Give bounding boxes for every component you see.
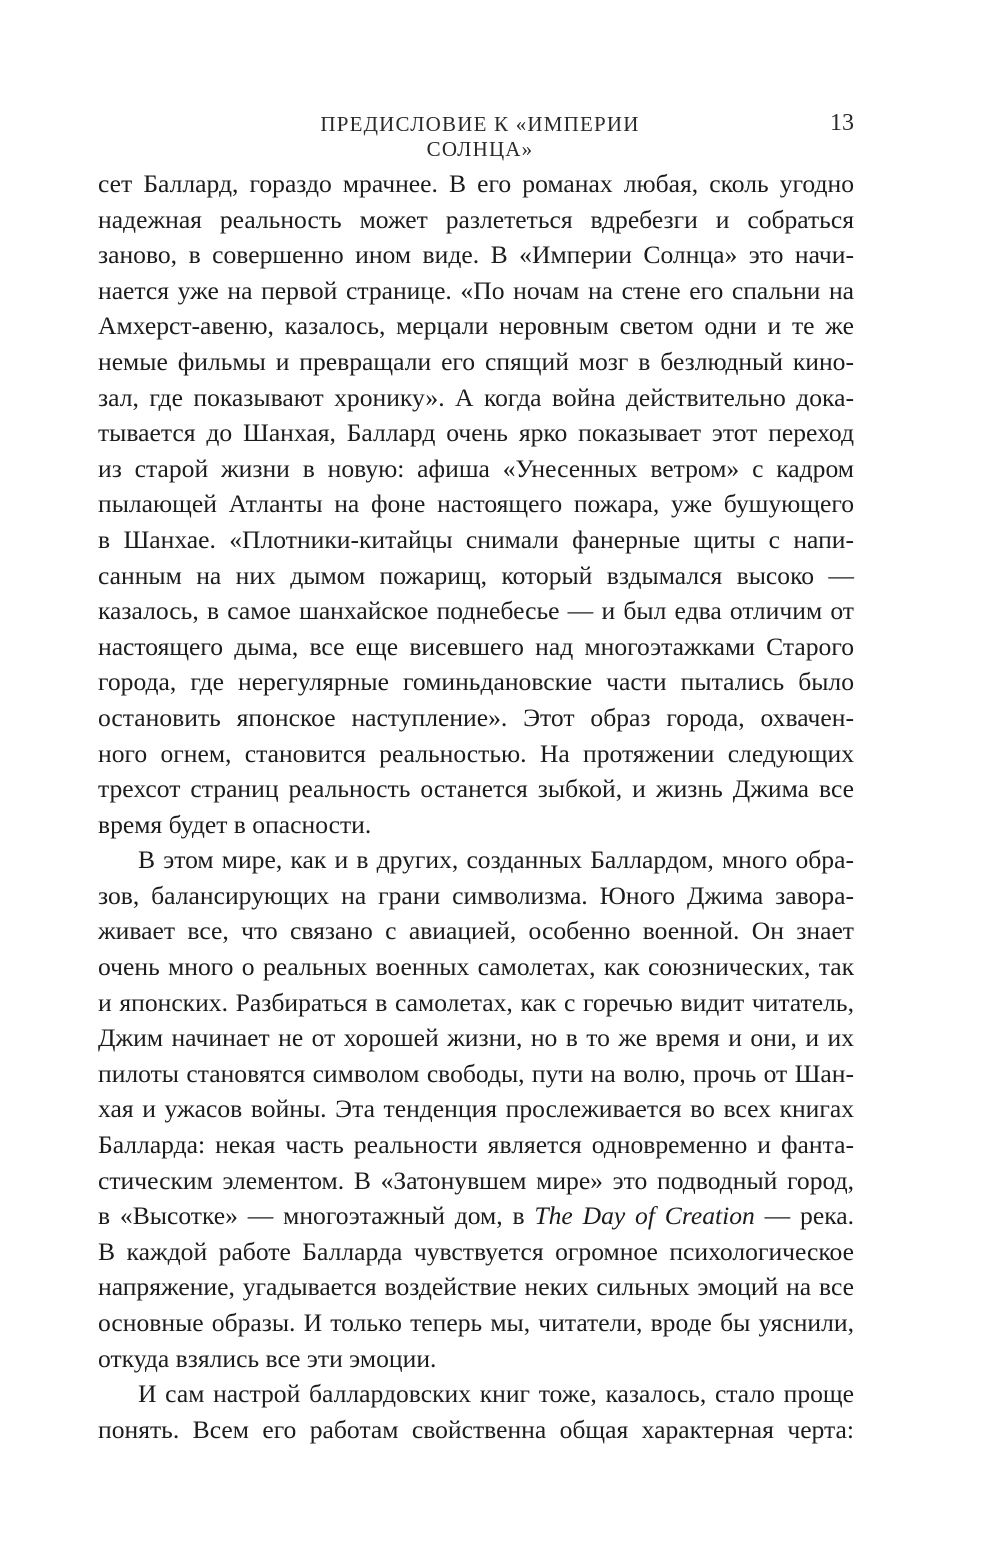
paragraph-1 bbox=[98, 166, 854, 842]
text-line: очень много о реальных военных самолетах, как союзнических, так bbox=[98, 952, 854, 982]
running-title: ПРЕДИСЛОВИЕ К «ИМПЕРИИ СОЛНЦА» bbox=[320, 112, 640, 161]
text-line: время будет в опасности. bbox=[98, 809, 372, 839]
text-line: остановить японское наступление». Этот образ города, охвачен- bbox=[98, 702, 854, 732]
text-line: зов, балансирующих на грани символизма. Юного Джима завора- bbox=[98, 880, 854, 910]
text-line: в Шанхае. «Плотники-китайцы снимали фанерные щиты с напи- bbox=[98, 524, 854, 554]
paragraph-2 bbox=[98, 842, 854, 1376]
text-line-with-italic-title bbox=[98, 1198, 854, 1234]
text-line: пилоты становятся символом свободы, пути на волю, прочь от Шан- bbox=[98, 1058, 854, 1088]
text-line: В каждой работе Балларда чувствуется огромное психологическое bbox=[98, 1236, 854, 1266]
text-line: стическим элементом. В «Затонувшем мире» это подводный город, bbox=[98, 1165, 854, 1195]
text-line: живает все, что связано с авиацией, особенно военной. Он знает bbox=[98, 916, 854, 946]
body-text bbox=[98, 166, 854, 1447]
text-line: Амхерст-авеню, казалось, мерцали неровным светом одни и те же bbox=[98, 311, 854, 341]
italic-book-title: The Day of Creation bbox=[534, 1201, 755, 1231]
text-line: основные образы. И только теперь мы, читатели, вроде бы уяснили, bbox=[98, 1308, 854, 1337]
text-line: хая и ужасов войны. Эта тенденция прослеживается во всех книгах bbox=[98, 1094, 854, 1124]
text-line: зал, где показывают хронику». А когда война действительно дока- bbox=[98, 382, 854, 412]
text-line: казалось, в самое шанхайское поднебесье — и был едва отличим от bbox=[98, 596, 854, 626]
text-line: города, где нерегулярные гоминьдановские части пытались было bbox=[98, 667, 854, 697]
text-line: И сам настрой баллардовских книг тоже, казалось, стало проще bbox=[138, 1379, 854, 1409]
text-line: тывается до Шанхая, Баллард очень ярко показывает этот переход bbox=[98, 418, 854, 448]
text-line: откуда взялись все эти эмоции. bbox=[98, 1343, 437, 1373]
text-line: пылающей Атланты на фоне настоящего пожара, уже бушующего bbox=[98, 489, 854, 519]
page-number: 13 bbox=[830, 110, 854, 136]
text-line: из старой жизни в новую: афиша «Унесенных ветром» с кадром bbox=[98, 453, 854, 483]
text-line: надежная реальность может разлететься вдребезги и собраться bbox=[98, 204, 854, 234]
line-segment: в «Высотке» — многоэтажный дом, в bbox=[98, 1201, 535, 1231]
text-line: настоящего дыма, все еще висевшего над многоэтажками Старого bbox=[98, 631, 854, 661]
text-line: сет Баллард, гораздо мрачнее. В его романах любая, сколь угодно bbox=[98, 169, 854, 198]
text-line: санным на них дымом пожарищ, который вздымался высоко — bbox=[98, 560, 854, 590]
text-line: заново, в совершенно ином виде. В «Империи Солнца» это начи- bbox=[98, 240, 854, 270]
line-segment: — река. bbox=[754, 1201, 854, 1231]
text-line: ного огнем, становится реальностью. На протяжении следующих bbox=[98, 738, 854, 768]
text-line: Джим начинает не от хорошей жизни, но в то же время и они, и их bbox=[98, 1023, 854, 1053]
text-line: напряжение, угадывается воздействие неких сильных эмоций на все bbox=[98, 1272, 854, 1302]
text-line: и японских. Разбираться в самолетах, как с горечью видит читатель, bbox=[98, 987, 854, 1017]
text-line: нается уже на первой странице. «По ночам на стене его спальни на bbox=[98, 275, 854, 305]
text-line: немые фильмы и превращали его спящий мозг в безлюдный кино- bbox=[98, 346, 854, 376]
text-line: В этом мире, как и в других, созданных Баллардом, много обра- bbox=[138, 845, 854, 875]
text-line: понять. Всем его работам свойственна общая характерная черта: bbox=[98, 1414, 854, 1444]
text-line: Балларда: некая часть реальности является одновременно и фанта- bbox=[98, 1130, 854, 1160]
text-line: трехсот страниц реальность останется зыбкой, и жизнь Джима все bbox=[98, 774, 854, 804]
paragraph-3 bbox=[98, 1376, 854, 1447]
